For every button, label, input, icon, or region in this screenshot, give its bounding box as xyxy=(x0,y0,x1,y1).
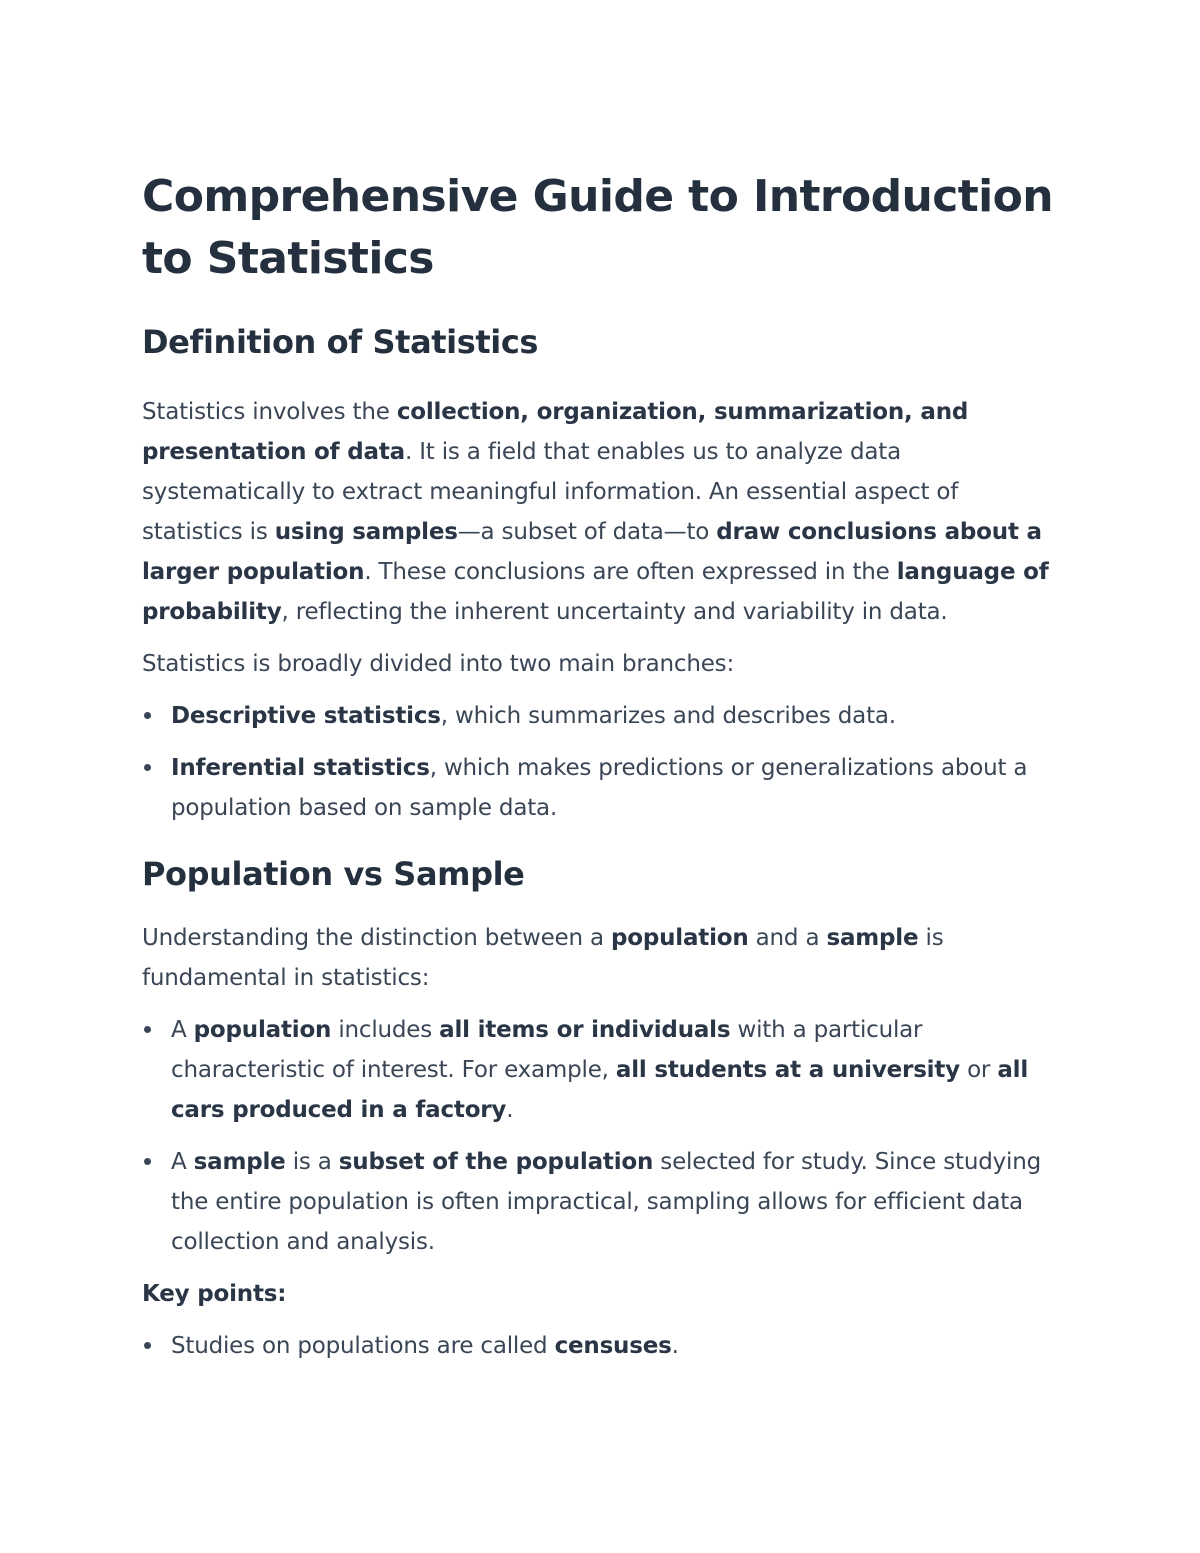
bold-run: population xyxy=(610,925,749,951)
text-run: includes xyxy=(331,1017,440,1043)
bullet-icon xyxy=(144,1342,151,1349)
list-item xyxy=(142,1010,1062,1130)
text-run: A xyxy=(171,1149,194,1175)
text-run: is fundamental in statistics: xyxy=(142,925,944,991)
definition-paragraph xyxy=(142,392,1062,632)
bold-run: sample xyxy=(193,1149,286,1175)
text-run: . xyxy=(671,1333,679,1359)
bullet-icon xyxy=(144,764,151,771)
bold-run: Key points: xyxy=(142,1281,287,1307)
key-points-label xyxy=(142,1274,1062,1314)
population-intro xyxy=(142,918,1062,998)
branches-list xyxy=(142,696,1062,828)
bold-run: sample xyxy=(826,925,919,951)
bold-run: draw conclusions about a larger population xyxy=(142,519,1042,585)
list-item xyxy=(142,1142,1062,1262)
section-heading-population: Population vs Sample xyxy=(142,855,525,893)
bold-run: subset of the population xyxy=(338,1149,654,1175)
text-run: is a xyxy=(285,1149,339,1175)
text-run: Understanding the distinction between a xyxy=(142,925,611,951)
text-run: A xyxy=(171,1017,194,1043)
branches-intro: Statistics is broadly divided into two main branches: xyxy=(142,651,735,677)
text-run: —a subset of data—to xyxy=(457,519,717,545)
bold-run: censuses xyxy=(554,1333,672,1359)
bold-run: collection, organization, summarization, and presentation of data xyxy=(142,399,969,465)
bullet-icon xyxy=(144,712,151,719)
text-run: , which makes predictions or generalizations about a population based on sample data. xyxy=(171,755,1028,821)
list-item xyxy=(142,748,1062,828)
section-heading-definition: Definition of Statistics xyxy=(142,323,539,361)
text-run: , reflecting the inherent uncertainty and variability in data. xyxy=(281,599,948,625)
bold-run: language of probability xyxy=(142,559,1049,625)
list-item xyxy=(142,696,1062,736)
key-points-list xyxy=(142,1326,1062,1366)
list-item xyxy=(142,1326,1062,1366)
text-run: selected for study. Since studying the entire population is often impractical, sampling allows for efficient data collection and analysis. xyxy=(171,1149,1041,1255)
text-run: Statistics involves the xyxy=(142,399,397,425)
bold-run: Descriptive statistics xyxy=(171,703,441,729)
text-run: with a particular characteristic of interest. For example, xyxy=(171,1017,923,1083)
bullet-icon xyxy=(144,1026,151,1033)
text-run: Studies on populations are called xyxy=(171,1333,555,1359)
bold-run: all cars produced in a factory xyxy=(171,1057,1029,1123)
bold-run: all items or individuals xyxy=(439,1017,731,1043)
bold-run: using samples xyxy=(274,519,458,545)
bold-run: all students at a university xyxy=(615,1057,960,1083)
text-run: , which summarizes and describes data. xyxy=(440,703,896,729)
bold-run: population xyxy=(193,1017,332,1043)
text-run: . xyxy=(506,1097,514,1123)
text-run: and a xyxy=(748,925,827,951)
population-list xyxy=(142,1010,1062,1262)
document-page xyxy=(142,166,1062,1378)
text-run: . It is a field that enables us to analyze data systematically to extract meaningful information. An essential aspect of statistics is xyxy=(142,439,959,545)
bullet-icon xyxy=(144,1158,151,1165)
text-run: or xyxy=(959,1057,998,1083)
document-title: Comprehensive Guide to Introduction to Statistics xyxy=(142,171,1053,284)
text-run: . These conclusions are often expressed in the xyxy=(364,559,897,585)
bold-run: Inferential statistics xyxy=(171,755,430,781)
